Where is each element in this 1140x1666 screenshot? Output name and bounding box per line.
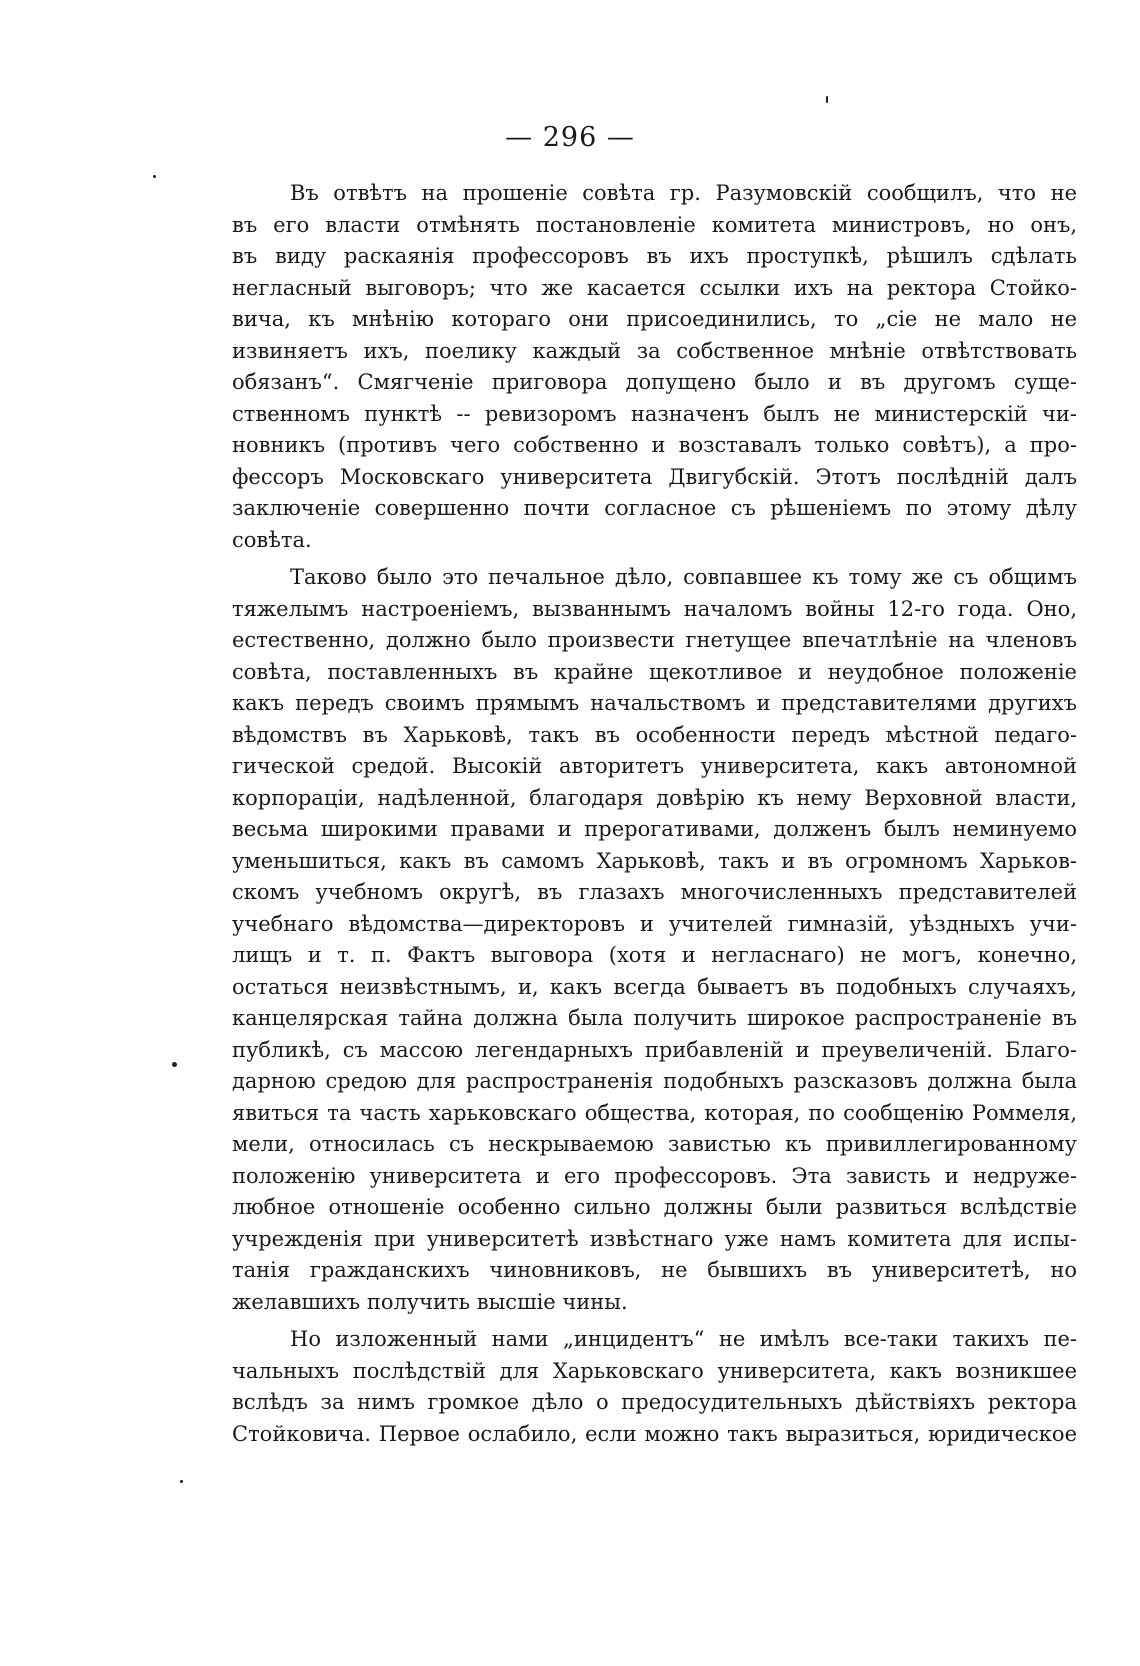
- text-line: вѣдомствъ въ Харьковѣ, такъ въ особенности передъ мѣстной педаго-: [232, 722, 1077, 747]
- body-text: [232, 178, 1077, 1450]
- text-line: негласный выговоръ; что же касается ссылки ихъ на ректора Стойко-: [232, 275, 1077, 300]
- text-line: танія гражданскихъ чиновниковъ, не бывшихъ въ университетѣ, но: [232, 1258, 1077, 1282]
- text-line: дарною средою для распространенія подобныхъ разсказовъ должна была: [232, 1069, 1077, 1093]
- scan-speck-left: [153, 175, 156, 178]
- text-line: фессоръ Московскаго университета Двигубскій. Этотъ послѣдній далъ: [232, 464, 1077, 489]
- text-line: уменьшиться, какъ въ самомъ Харьковѣ, такъ и въ огромномъ Харьков-: [232, 848, 1077, 873]
- text-line: учебнаго вѣдомства—директоровъ и учителей гимназій, уѣздныхъ учи-: [232, 911, 1077, 936]
- text-line: тяжелымъ настроеніемъ, вызваннымъ началомъ войны 12-го года. Оно,: [232, 596, 1077, 621]
- text-line: совѣта.: [232, 527, 312, 552]
- page-number: — 296 —: [505, 122, 635, 153]
- text-line: ственномъ пунктѣ -- ревизоромъ назначенъ былъ не министерскій чи-: [232, 401, 1077, 426]
- text-line: новникъ (противъ чего собственно и возставалъ только совѣтъ), а про-: [232, 433, 1077, 457]
- text-line: учрежденія при университетѣ извѣстнаго уже намъ комитета для испы-: [232, 1226, 1077, 1251]
- text-line: любное отношеніе особенно сильно должны были развиться вслѣдствіе: [232, 1195, 1077, 1219]
- text-line: лищъ и т. п. Фактъ выговора (хотя и негласнаго) не могъ, конечно,: [232, 943, 1077, 967]
- text-line: остаться неизвѣстнымъ, и, какъ всегда бываетъ въ подобныхъ случаяхъ,: [232, 974, 1077, 999]
- scan-speck-top: [826, 96, 828, 103]
- text-line: Таково было это печальное дѣло, совпавшее къ тому же съ общимъ: [290, 565, 1077, 589]
- text-line: положенію университета и его профессоровъ. Эта зависть и недруже-: [232, 1163, 1077, 1188]
- text-line: обязанъ“. Смягченіе приговора допущено было и въ другомъ суще-: [232, 370, 1077, 394]
- text-line: Стойковича. Первое ослабило, если можно такъ выразиться, юридическое: [232, 1421, 1077, 1446]
- text-line: скомъ учебномъ округѣ, въ глазахъ многочисленныхъ представителей: [232, 880, 1077, 904]
- text-line: въ его власти отмѣнять постановленіе комитета министровъ, но онъ,: [232, 212, 1077, 237]
- text-line: заключеніе совершенно почти согласное съ рѣшеніемъ по этому дѣлу: [232, 496, 1077, 520]
- text-line: Но изложенный нами „инцидентъ“ не имѣлъ все-таки такихъ пе-: [290, 1327, 1077, 1351]
- text-line: извиняетъ ихъ, поелику каждый за собственное мнѣніе отвѣтствовать: [232, 338, 1077, 363]
- text-line: вслѣдъ за нимъ громкое дѣло о предосудительныхъ дѣйствіяхъ ректора: [232, 1390, 1077, 1414]
- text-line: совѣта, поставленныхъ въ крайне щекотливое и неудобное положеніе: [232, 659, 1077, 684]
- scan-speck-margin: [172, 1062, 177, 1067]
- text-line: въ виду раскаянія профессоровъ въ ихъ проступкѣ, рѣшилъ сдѣлать: [232, 244, 1077, 268]
- text-line: естественно, должно было произвести гнетущее впечатлѣніе на членовъ: [232, 628, 1077, 652]
- text-line: весьма широкими правами и прерогативами, долженъ былъ неминуемо: [232, 817, 1077, 841]
- text-line: Въ отвѣтъ на прошеніе совѣта гр. Разумовскій сообщилъ, что не: [290, 181, 1077, 205]
- text-line: корпораціи, надѣленной, благодаря довѣрію къ нему Верховной власти,: [232, 785, 1077, 810]
- text-line: мели, относилась съ нескрываемою завистью къ привиллегированному: [232, 1132, 1077, 1156]
- text-line: явиться та часть харьковскаго общества, которая, по сообщенію Роммеля,: [232, 1100, 1077, 1125]
- text-line: какъ передъ своимъ прямымъ начальствомъ и представителями другихъ: [232, 691, 1077, 715]
- text-line: вича, къ мнѣнію котораго они присоединились, то „сіе не мало не: [232, 307, 1077, 331]
- text-line: публикѣ, съ массою легендарныхъ прибавленій и преувеличеній. Благо-: [232, 1037, 1077, 1062]
- text-line: канцелярская тайна должна была получить широкое распространеніе въ: [232, 1006, 1077, 1030]
- text-line: чальныхъ послѣдствій для Харьковскаго университета, какъ возникшее: [232, 1358, 1077, 1383]
- text-line: желавшихъ получить высшіе чины.: [232, 1289, 628, 1314]
- text-line: гической средой. Высокій авторитетъ университета, какъ автономной: [232, 754, 1077, 778]
- scan-speck-bottom: [180, 1480, 183, 1483]
